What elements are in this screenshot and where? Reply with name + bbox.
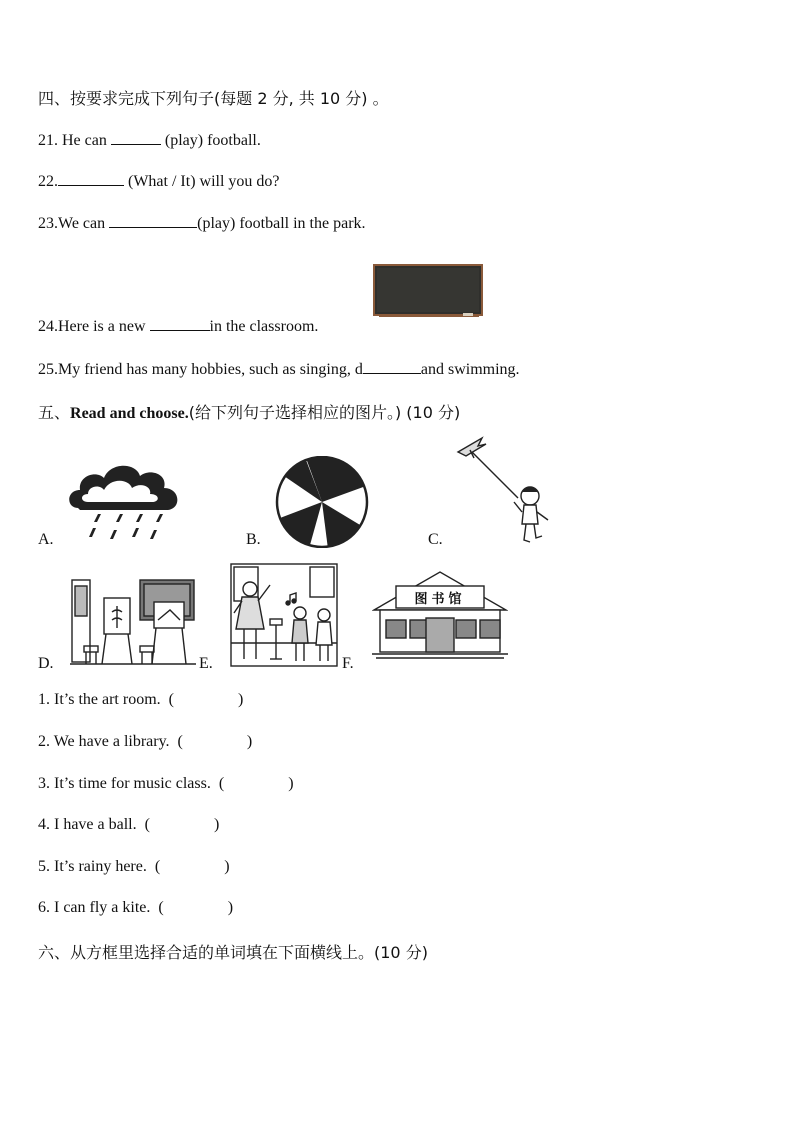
match-item-6-answer[interactable]: ( ) bbox=[158, 899, 234, 916]
q23-blank[interactable] bbox=[109, 213, 197, 228]
q21-blank[interactable] bbox=[111, 130, 161, 145]
q24-text-before: 24.Here is a new bbox=[38, 318, 150, 335]
q25-text-after: and swimming. bbox=[420, 361, 520, 378]
question-25 bbox=[38, 359, 520, 379]
q24-text-after: in the classroom. bbox=[209, 318, 319, 335]
question-24 bbox=[38, 316, 318, 336]
section-6-heading: 六、从方框里选择合适的单词填在下面横线上。(10 分) bbox=[38, 943, 428, 962]
q21-text-before: 21. He can bbox=[38, 132, 111, 149]
library-picture bbox=[372, 570, 508, 660]
match-item-2-answer[interactable]: ( ) bbox=[177, 733, 253, 750]
match-item-1-text: 1. It’s the art room. bbox=[38, 691, 161, 708]
option-label-b: B. bbox=[246, 531, 261, 548]
option-label-d: D. bbox=[38, 655, 54, 672]
option-label-f: F. bbox=[342, 655, 354, 672]
section-4-heading: 四、按要求完成下列句子(每题 2 分, 共 10 分) 。 bbox=[38, 89, 389, 108]
q23-text-before: 23.We can bbox=[38, 215, 110, 232]
section-5-title-en: Read and choose. bbox=[70, 405, 189, 422]
option-label-e: E. bbox=[199, 655, 213, 672]
music-class-picture bbox=[230, 563, 338, 667]
q24-blank[interactable] bbox=[150, 316, 210, 331]
q21-text-after: (play) football. bbox=[160, 132, 261, 149]
match-item-5-text: 5. It’s rainy here. bbox=[38, 858, 147, 875]
option-label-c: C. bbox=[428, 531, 443, 548]
match-item-2 bbox=[38, 733, 252, 751]
q25-text-before: 25.My friend has many hobbies, such as singing, d bbox=[38, 361, 363, 378]
match-item-2-text: 2. We have a library. bbox=[38, 733, 170, 750]
match-item-4 bbox=[38, 816, 219, 834]
match-item-1-answer[interactable]: ( ) bbox=[168, 691, 244, 708]
q22-text-after: (What / It) will you do? bbox=[124, 173, 280, 190]
match-item-1 bbox=[38, 691, 243, 709]
rain-cloud-picture bbox=[64, 456, 184, 548]
match-item-4-text: 4. I have a ball. bbox=[38, 816, 137, 833]
question-23 bbox=[38, 213, 366, 233]
match-item-6 bbox=[38, 899, 233, 917]
match-item-6-text: 6. I can fly a kite. bbox=[38, 899, 151, 916]
section-5-heading bbox=[38, 400, 460, 423]
question-22 bbox=[38, 171, 280, 191]
q25-blank[interactable] bbox=[363, 359, 421, 374]
match-item-3 bbox=[38, 775, 294, 793]
question-21 bbox=[38, 130, 261, 150]
option-label-a: A. bbox=[38, 531, 54, 548]
q22-blank[interactable] bbox=[58, 171, 124, 186]
match-item-4-answer[interactable]: ( ) bbox=[144, 816, 220, 833]
match-item-5-answer[interactable]: ( ) bbox=[154, 858, 230, 875]
kite-picture bbox=[452, 432, 556, 548]
match-item-5 bbox=[38, 858, 230, 876]
q23-text-after: (play) football in the park. bbox=[197, 215, 366, 232]
match-item-3-text: 3. It’s time for music class. bbox=[38, 775, 211, 792]
q22-text-before: 22. bbox=[38, 173, 58, 190]
library-sign-text: 图书馆 bbox=[414, 592, 466, 607]
ball-picture bbox=[272, 456, 372, 548]
art-room-picture bbox=[70, 576, 196, 666]
match-item-3-answer[interactable]: ( ) bbox=[218, 775, 294, 792]
section-5-title-rest: (给下列句子选择相应的图片。) (10 分) bbox=[188, 403, 461, 422]
blackboard-picture bbox=[373, 264, 483, 318]
section-5-number: 五、 bbox=[38, 403, 71, 422]
